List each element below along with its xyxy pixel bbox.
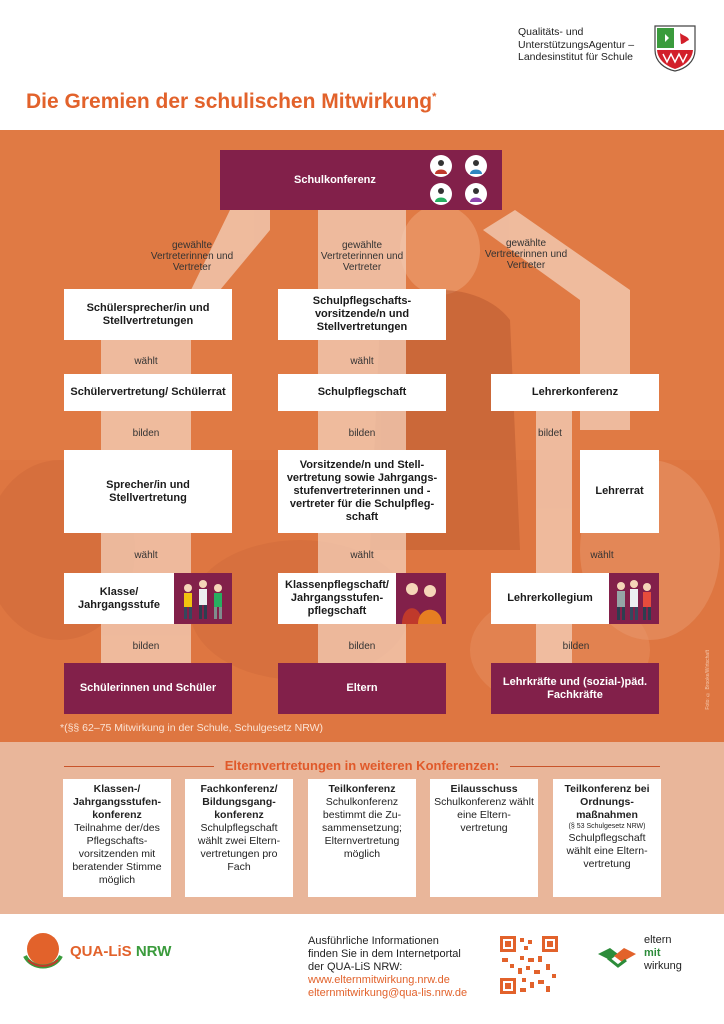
schuelervertretung-box — [64, 374, 232, 411]
gewaehlte-vertreter-right: gewählte Vertreterinnen und Vertreter — [484, 238, 568, 271]
schuelervertretung-label: Schülervertretung/ Schülerrat — [70, 386, 226, 398]
lehrerrat-label: Lehrerrat — [595, 485, 644, 497]
email-link[interactable]: elternmitwirkung@qua-lis.nrw.de — [308, 987, 468, 999]
footnote: *(§§ 62–75 Mitwirkung in der Schule, Schulgesetz NRW) — [60, 722, 324, 734]
lehrerkollegium-box — [491, 573, 609, 624]
qua-lis-text: QUA-LiS — [70, 943, 132, 960]
agency-line-3: Landesinstitut für Schule — [518, 51, 633, 63]
bilden-label-5: bilden — [562, 641, 590, 652]
card-ordnungsmassnahmen — [553, 779, 661, 897]
bildet-label: bildet — [538, 428, 562, 439]
bilden-label-2: bilden — [348, 428, 376, 439]
gewaehlte-vertreter-left: gewählte Vertreterinnen und Vertreter — [150, 240, 234, 273]
lehrerkollegium-label: Lehrerkollegium — [507, 592, 593, 604]
schuelersprecher-label: Schülersprecher/in und Stellvertretungen — [86, 301, 210, 327]
klasse-label: Klasse/ Jahrgangsstufe — [78, 585, 160, 611]
schulpflegschaftsvorsitz-box — [278, 289, 446, 340]
bilden-label-1: bilden — [132, 428, 160, 439]
students-icon — [174, 573, 232, 624]
lehrerrat-box — [580, 450, 659, 533]
schueler-label: Schülerinnen und Schüler — [79, 682, 217, 694]
info-line-1: Ausführliche Informationen — [308, 935, 439, 947]
eltern-label: Eltern — [346, 682, 378, 694]
info-line-2: finden Sie in dem Internetportal — [308, 948, 461, 960]
card-klassenkonferenz — [63, 779, 171, 897]
schulkonferenz-people-icon — [426, 152, 496, 208]
page-title — [26, 90, 436, 114]
bilden-label-4: bilden — [348, 641, 376, 652]
vorsitzende-label: Vorsitzende/n und Stell- vertretung sowie Jahrgangs- stufenvertreterinnen und -vertreter für die Schulpfleg- schaft — [286, 459, 438, 523]
schulpflegschaft-label: Schulpflegschaft — [317, 386, 407, 398]
klassenpflegschaft-label: Klassenpflegschaft/ Jahrgangsstufen- pflegschaft — [285, 579, 389, 617]
waehlt-label-3: wählt — [134, 550, 158, 561]
klasse-box — [64, 573, 174, 624]
card-heading: Eilausschuss — [450, 783, 518, 795]
lower-title: Elternvertretungen in weiteren Konferenzen: — [224, 758, 500, 773]
photo-credit: Foto: © Brooke/Wirtschaft — [705, 650, 711, 710]
card-eilausschuss — [430, 779, 538, 897]
card-body: Schulpflegschaft wählt eine Eltern- vertretung — [566, 832, 648, 870]
waehlt-label-2: wählt — [350, 356, 374, 367]
card-body: Schulkonferenz bestimmt die Zu- sammensetzung; Elternvertretung möglich — [322, 796, 402, 860]
card-heading: Teilkonferenz — [328, 783, 396, 795]
title-footnote-mark: * — [432, 91, 437, 103]
nrw-coat-of-arms-icon — [653, 24, 697, 72]
website-link[interactable]: www.elternmitwirkung.nrw.de — [308, 974, 450, 986]
card-heading: Klassen-/ Jahrgangsstufen- konferenz — [72, 783, 162, 821]
waehlt-label-4: wählt — [350, 550, 374, 561]
lehrkraefte-box — [491, 663, 659, 714]
waehlt-label-5: wählt — [590, 550, 614, 561]
teachers-icon — [609, 573, 659, 624]
qua-lis-logo-icon — [22, 930, 64, 972]
qr-code-icon[interactable] — [498, 934, 560, 996]
schulpflegschaft-box — [278, 374, 446, 411]
eltern-box — [278, 663, 446, 714]
em-line-1: eltern — [644, 934, 672, 946]
handshake-icon — [596, 944, 638, 974]
card-heading: Fachkonferenz/ Bildungsgang- konferenz — [200, 783, 278, 821]
klassenpflegschaft-box — [278, 573, 396, 624]
schuelersprecher-box — [64, 289, 232, 340]
sprecher-box — [64, 450, 232, 533]
card-body: Teilnahme der/des Pflegschafts- vorsitzenden mit beratender Stimme möglich — [72, 822, 162, 886]
eltern-mit-wirkung-wordmark — [644, 934, 682, 973]
vorsitzende-box — [278, 450, 446, 533]
gewaehlte-vertreter-middle: gewählte Vertreterinnen und Vertreter — [320, 240, 404, 273]
em-line-3: wirkung — [644, 960, 682, 972]
sprecher-label: Sprecher/in und Stellvertretung — [106, 478, 190, 504]
card-fachkonferenz — [185, 779, 293, 897]
waehlt-label-1: wählt — [134, 356, 158, 367]
card-teilkonferenz — [308, 779, 416, 897]
agency-name — [518, 26, 648, 64]
card-heading: Teilkonferenz bei Ordnungs- maßnahmen — [564, 783, 650, 821]
lehrkraefte-label: Lehrkräfte und (sozial-)päd. Fachkräfte — [502, 675, 648, 701]
bilden-label-3: bilden — [132, 641, 160, 652]
qua-lis-wordmark — [70, 943, 171, 960]
nrw-text: NRW — [135, 943, 172, 960]
schueler-box — [64, 663, 232, 714]
card-body: Schulpflegschaft wählt zwei Eltern- vertretungen pro Fach — [197, 822, 281, 873]
schulpflegschaftsvorsitz-label: Schulpflegschafts- vorsitzende/n und Stellvertretungen — [312, 295, 412, 333]
lehrerkonferenz-box — [491, 374, 659, 411]
footer-info — [308, 935, 498, 1000]
lehrerkonferenz-label: Lehrerkonferenz — [531, 386, 619, 398]
card-note: (§ 53 Schulgesetz NRW) — [568, 823, 646, 830]
card-body: Schulkonferenz wählt eine Eltern- vertretung — [434, 796, 534, 834]
agency-line-1: Qualitäts- und — [518, 26, 584, 38]
info-line-3: der QUA-LiS NRW: — [308, 961, 403, 973]
page-title-text: Die Gremien der schulischen Mitwirkung — [26, 90, 433, 113]
em-line-2: mit — [644, 947, 661, 959]
schulkonferenz-label: Schulkonferenz — [294, 173, 376, 186]
parents-icon — [396, 573, 446, 624]
agency-line-2: UnterstützungsAgentur – — [518, 38, 635, 51]
